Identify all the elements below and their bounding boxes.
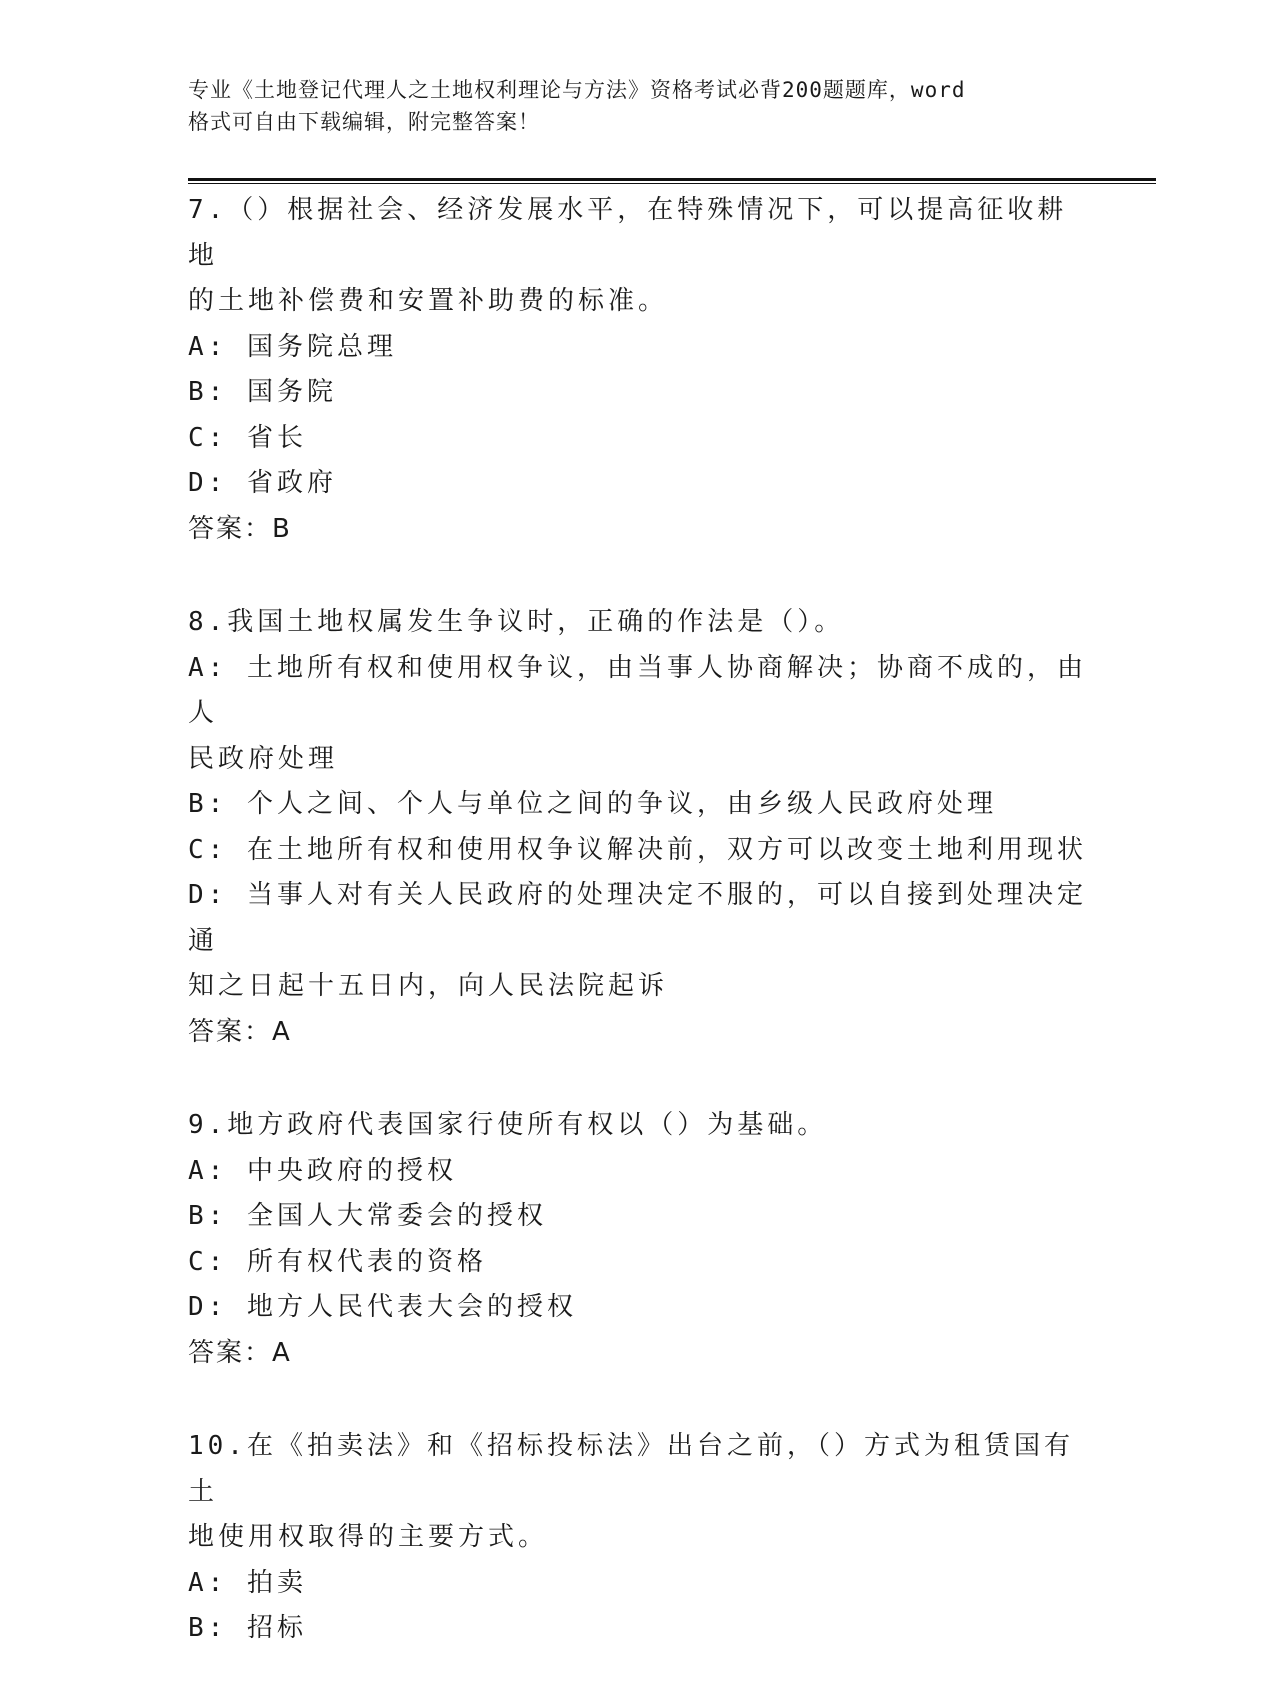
option-b: B: 个人之间、个人与单位之间的争议，由乡级人民政府处理 bbox=[188, 789, 997, 819]
header-divider-thick bbox=[188, 178, 1156, 181]
option-c: C: 省长 bbox=[188, 422, 307, 453]
answer-label: 答案：B bbox=[188, 513, 292, 544]
option-a: A: 土地所有权和使用权争议，由当事人协商解决；协商不成的，由人 bbox=[188, 652, 1087, 728]
answer-label: 答案：A bbox=[188, 1016, 292, 1047]
option-a-continued: 民政府处理 bbox=[188, 743, 339, 774]
question-7 bbox=[188, 188, 1088, 552]
question-stem: 10.在《拍卖法》和《招标投标法》出台之前，（）方式为租赁国有土 bbox=[188, 1431, 1074, 1507]
question-9 bbox=[188, 1103, 1088, 1376]
question-list bbox=[188, 188, 1088, 1700]
question-stem: 7.（）根据社会、经济发展水平，在特殊情况下，可以提高征收耕地 bbox=[188, 195, 1068, 271]
document-header bbox=[188, 74, 1068, 138]
option-d: D: 地方人民代表大会的授权 bbox=[188, 1292, 577, 1322]
option-b: B: 全国人大常委会的授权 bbox=[188, 1201, 547, 1231]
option-a: A: 中央政府的授权 bbox=[188, 1155, 457, 1186]
option-a: A: 国务院总理 bbox=[188, 331, 397, 362]
option-c: C: 在土地所有权和使用权争议解决前，双方可以改变土地利用现状 bbox=[188, 834, 1087, 865]
header-line-2: 格式可自由下载编辑，附完整答案！ bbox=[188, 110, 540, 134]
option-b: B: 国务院 bbox=[188, 377, 337, 407]
option-d: D: 省政府 bbox=[188, 468, 337, 498]
header-divider-thin bbox=[188, 183, 1156, 184]
option-b: B: 招标 bbox=[188, 1613, 307, 1643]
question-10 bbox=[188, 1424, 1088, 1652]
question-stem: 9.地方政府代表国家行使所有权以（）为基础。 bbox=[188, 1110, 828, 1140]
option-d: D: 当事人对有关人民政府的处理决定不服的，可以自接到处理决定通 bbox=[188, 880, 1087, 956]
question-stem: 8.我国土地权属发生争议时，正确的作法是（）。 bbox=[188, 607, 845, 637]
question-stem-continued: 的土地补偿费和安置补助费的标准。 bbox=[188, 286, 669, 316]
header-line-1: 专业《土地登记代理人之土地权利理论与方法》资格考试必背200题题库，word bbox=[188, 78, 966, 102]
answer-label: 答案：A bbox=[188, 1337, 292, 1368]
question-8 bbox=[188, 600, 1088, 1055]
option-c: C: 所有权代表的资格 bbox=[188, 1246, 487, 1277]
option-a: A: 拍卖 bbox=[188, 1567, 307, 1598]
question-stem-continued: 地使用权取得的主要方式。 bbox=[188, 1522, 549, 1552]
option-d-continued: 知之日起十五日内，向人民法院起诉 bbox=[188, 971, 669, 1001]
